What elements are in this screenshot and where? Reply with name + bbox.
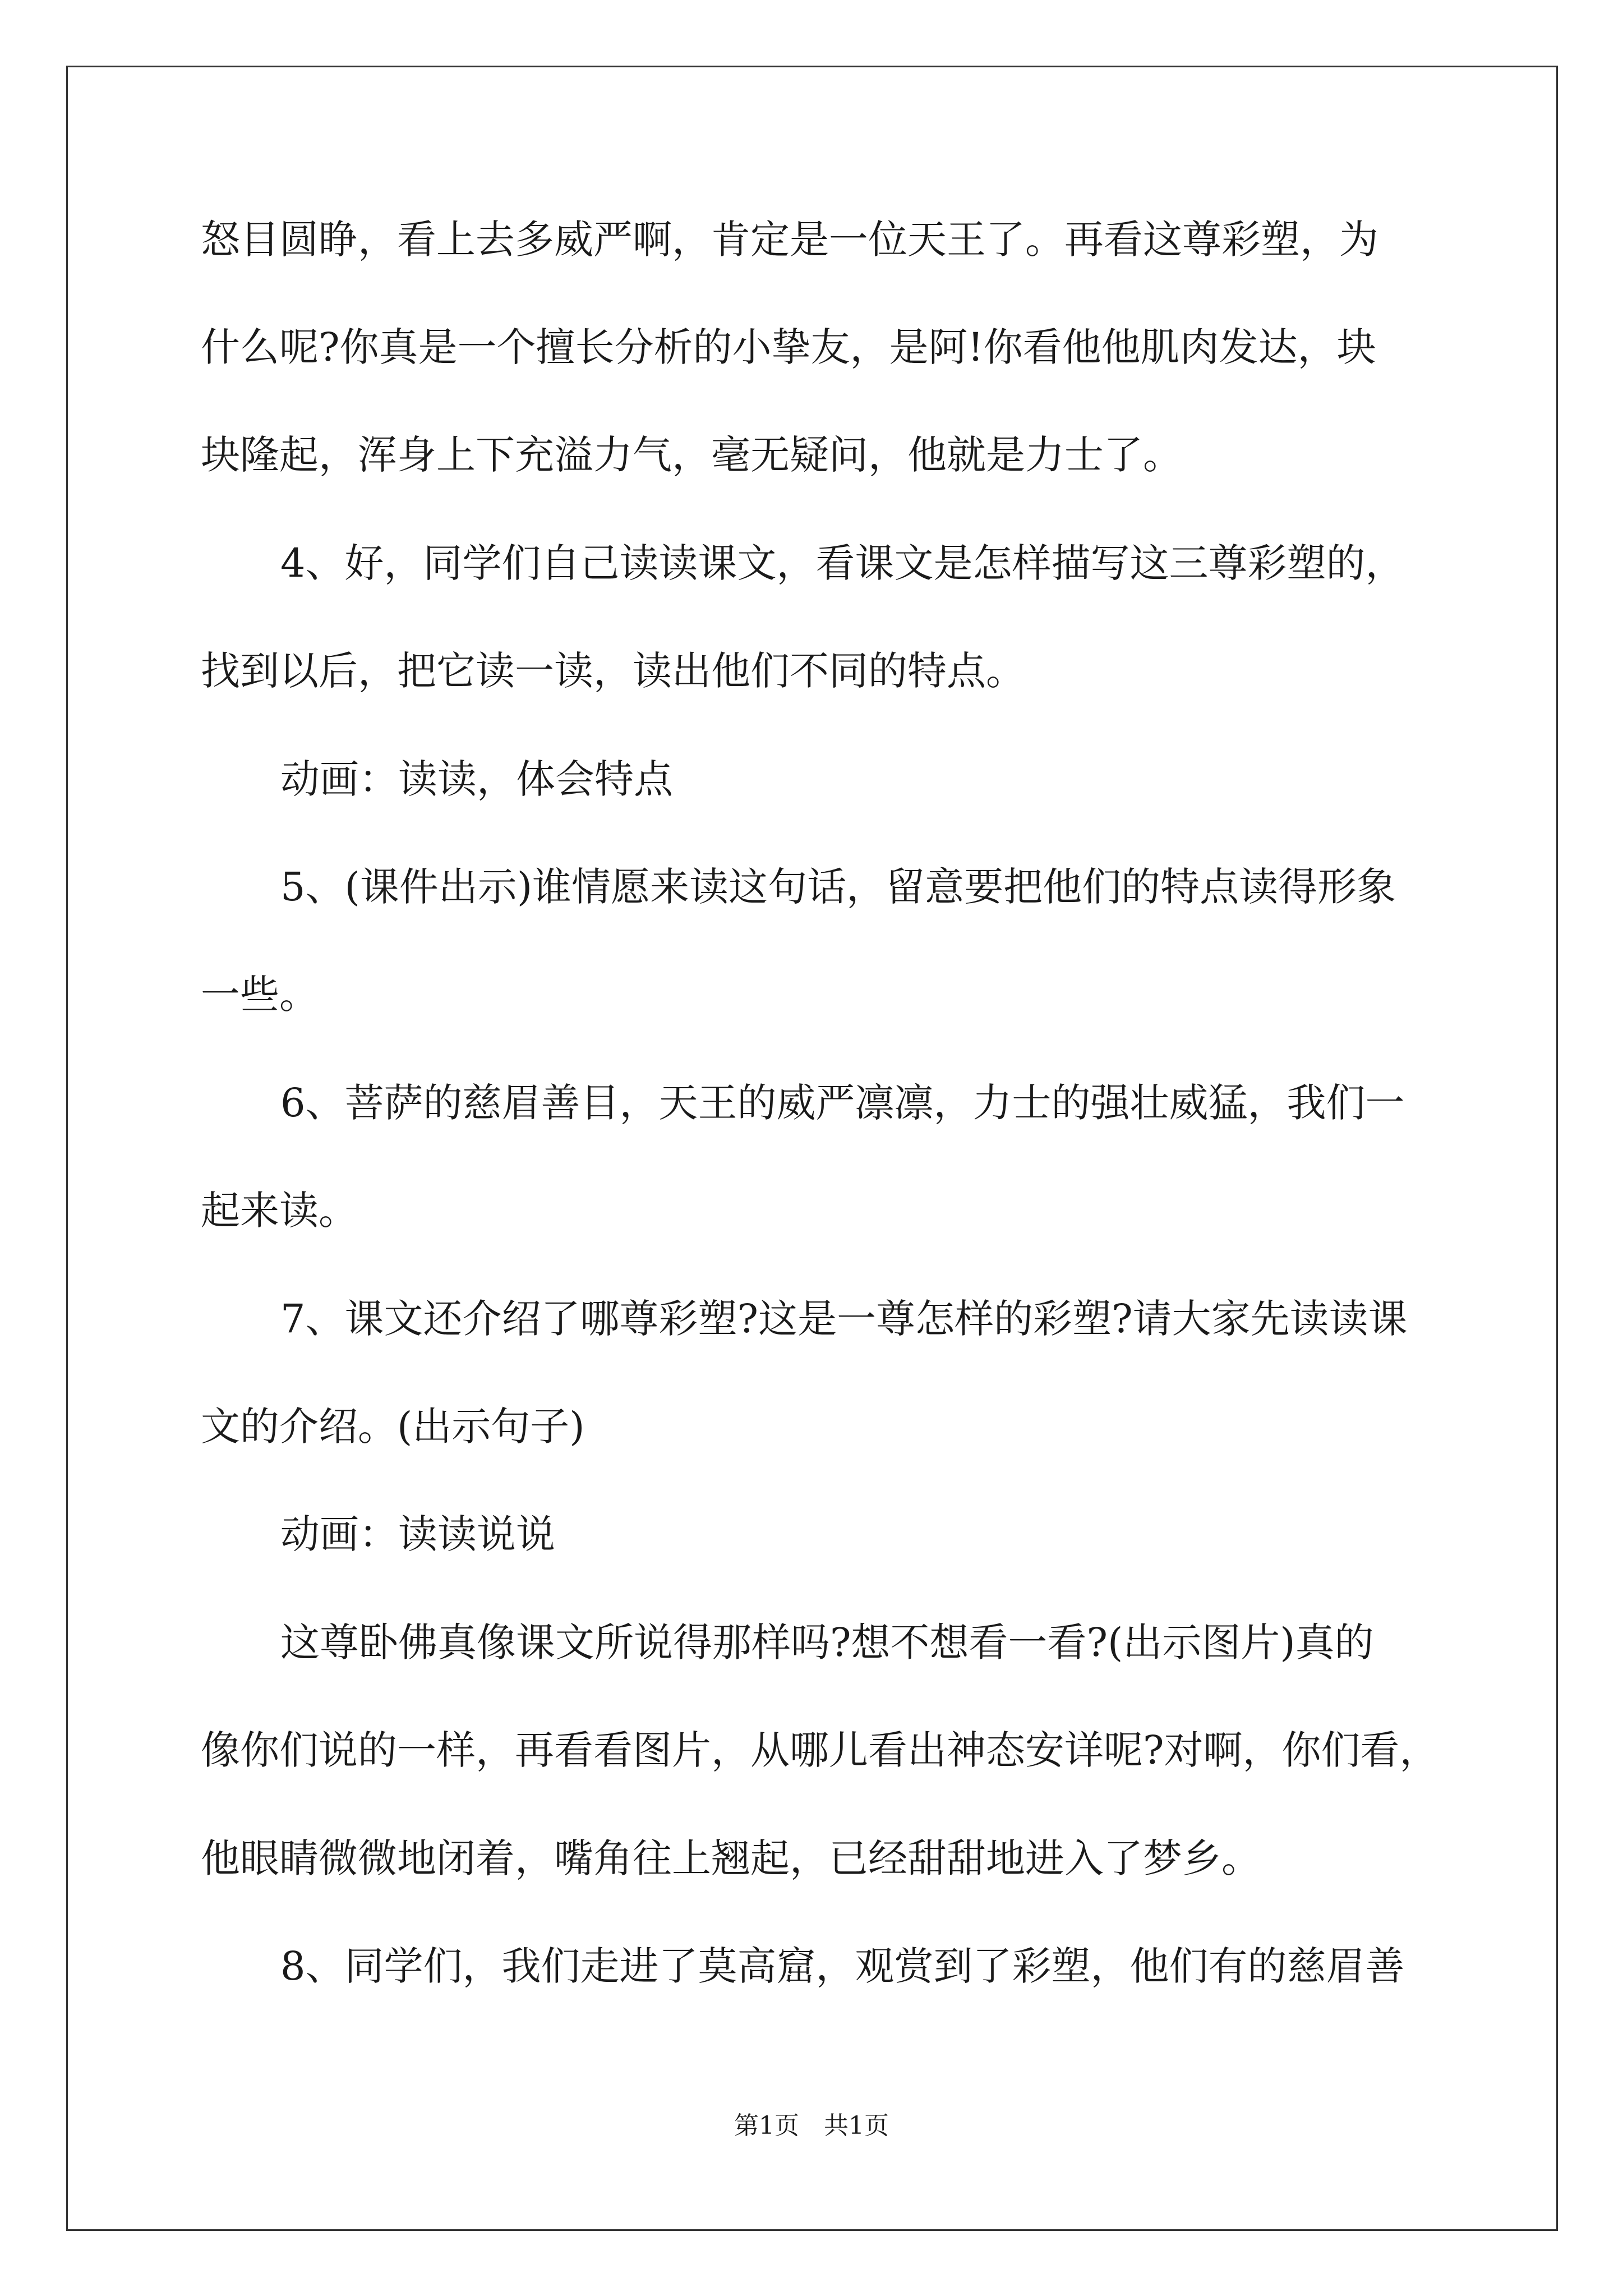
text-line: 一些。 <box>201 972 319 1018</box>
text-line: 起来读。 <box>201 1188 358 1234</box>
text-line: 5、(课件出示)谁情愿来读这句话，留意要把他们的特点读得形象 <box>280 864 1396 910</box>
page-footer <box>0 2111 1623 2140</box>
text-line: 什么呢?你真是一个擅长分析的小挚友，是阿!你看他他肌肉发达，块 <box>201 324 1376 370</box>
page-number: 第1页 <box>734 2111 799 2140</box>
page-total: 共1页 <box>824 2111 889 2140</box>
text-line: 块隆起，浑身上下充溢力气，毫无疑问，他就是力士了。 <box>201 432 1182 478</box>
text-line: 动画：读读说说 <box>280 1511 555 1557</box>
text-line: 8、同学们，我们走进了莫高窟，观赏到了彩塑，他们有的慈眉善 <box>280 1943 1405 1989</box>
text-line: 动画：读读，体会特点 <box>280 756 673 802</box>
text-line: 他眼睛微微地闭着，嘴角往上翘起，已经甜甜地进入了梦乡。 <box>201 1835 1261 1881</box>
text-line: 7、课文还介绍了哪尊彩塑?这是一尊怎样的彩塑?请大家先读读课 <box>280 1296 1408 1342</box>
text-line: 像你们说的一样，再看看图片，从哪儿看出神态安详呢?对啊，你们看， <box>201 1727 1439 1773</box>
text-line: 6、菩萨的慈眉善目，天王的威严凛凛，力士的强壮威猛，我们一 <box>280 1080 1405 1126</box>
text-line: 文的介绍。(出示句子) <box>201 1404 585 1450</box>
text-line: 怒目圆睁，看上去多威严啊，肯定是一位天王了。再看这尊彩塑，为 <box>201 217 1378 263</box>
text-line: 4、好，同学们自己读读课文，看课文是怎样描写这三尊彩塑的， <box>280 540 1405 586</box>
text-line: 这尊卧佛真像课文所说得那样吗?想不想看一看?(出示图片)真的 <box>280 1619 1374 1665</box>
text-line: 找到以后，把它读一读，读出他们不同的特点。 <box>201 648 1025 694</box>
page-border <box>66 66 1558 2231</box>
